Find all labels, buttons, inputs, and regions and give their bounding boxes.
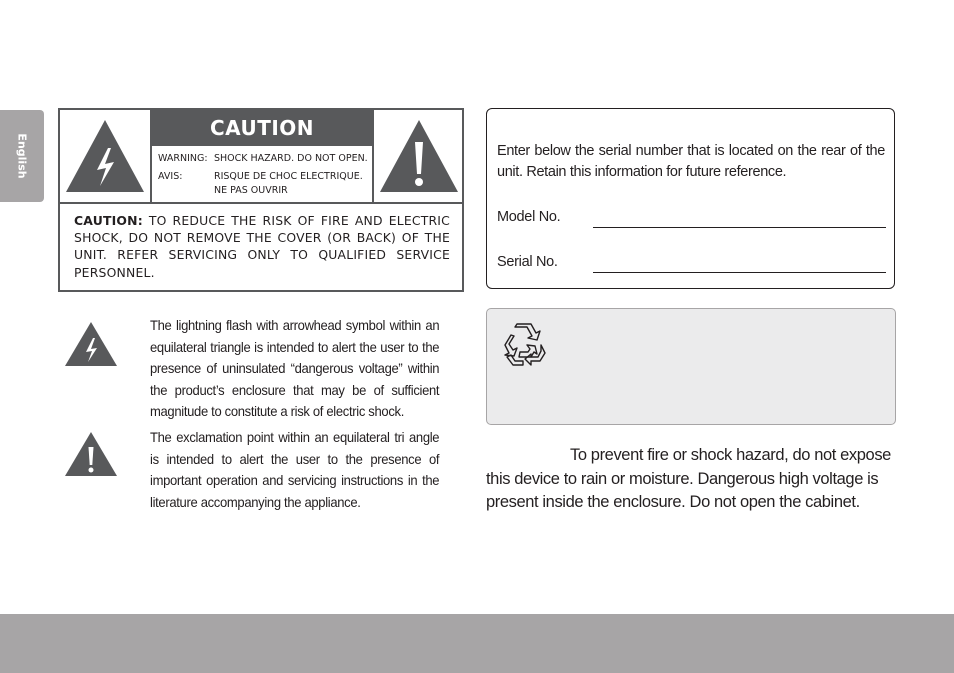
model-number-label: Model No.: [497, 209, 561, 225]
lightning-symbol-icon: [64, 321, 118, 367]
recycle-note-box: [486, 308, 896, 425]
caution-left-cell: [60, 110, 152, 202]
model-number-field[interactable]: [593, 227, 886, 228]
warning-label: WARNING:: [158, 153, 208, 164]
footer-bar: [0, 614, 954, 673]
warning-body: To prevent fire or shock hazard, do not expose this device to rain or moisture. Dangerous high voltage is present inside the enclosure. Do not open the cabinet.: [486, 446, 891, 511]
caution-label-top: [60, 110, 462, 204]
warning-text: SHOCK HAZARD. DO NOT OPEN.: [214, 153, 368, 164]
caution-text: TO REDUCE THE RISK OF FIRE AND ELECTRIC SHOCK, DO NOT REMOVE THE COVER (OR BACK) OF THE UNIT. REFER SERVICING ONLY TO QUALIFIED SERVICE PERSONNEL.: [74, 213, 450, 280]
exclamation-symbol-description: The exclamation point within an equilateral tri angle is intended to alert the user to the presence of important operation and servicing instructions in the literature accompanying the appliance.: [150, 429, 440, 510]
serial-number-box: [486, 108, 895, 289]
caution-lead: CAUTION:: [74, 213, 143, 228]
lightning-symbol-description: The lightning flash with arrowhead symbol within an equilateral triangle is intended to alert the user to the presence of uninsulated “dangerous voltage” within the product’s enclosure that may be of sufficient magnitude to constitute a risk of electric shock.: [150, 317, 440, 419]
avis-label: AVIS:: [158, 171, 183, 182]
exclamation-symbol-icon: [64, 431, 118, 477]
caution-heading: CAUTION: [152, 110, 372, 146]
caution-instructions: [74, 212, 450, 281]
serial-number-label: Serial No.: [497, 254, 558, 270]
serial-intro-text: Enter below the serial number that is located on the rear of the unit. Retain this information for future reference.: [497, 143, 885, 180]
exclamation-triangle-icon: [378, 118, 460, 194]
recycle-icon: [501, 323, 547, 367]
lightning-triangle-icon: [64, 118, 146, 194]
warning-paragraph: [486, 444, 895, 515]
serial-number-field[interactable]: [593, 272, 886, 273]
language-tab-label: English: [15, 133, 29, 179]
avis-line-1: RISQUE DE CHOC ELECTRIQUE.: [214, 171, 363, 182]
caution-right-cell: [372, 110, 464, 202]
avis-line-2: NE PAS OUVRIR: [214, 185, 288, 196]
language-tab: [0, 110, 44, 202]
caution-label-box: [58, 108, 464, 292]
